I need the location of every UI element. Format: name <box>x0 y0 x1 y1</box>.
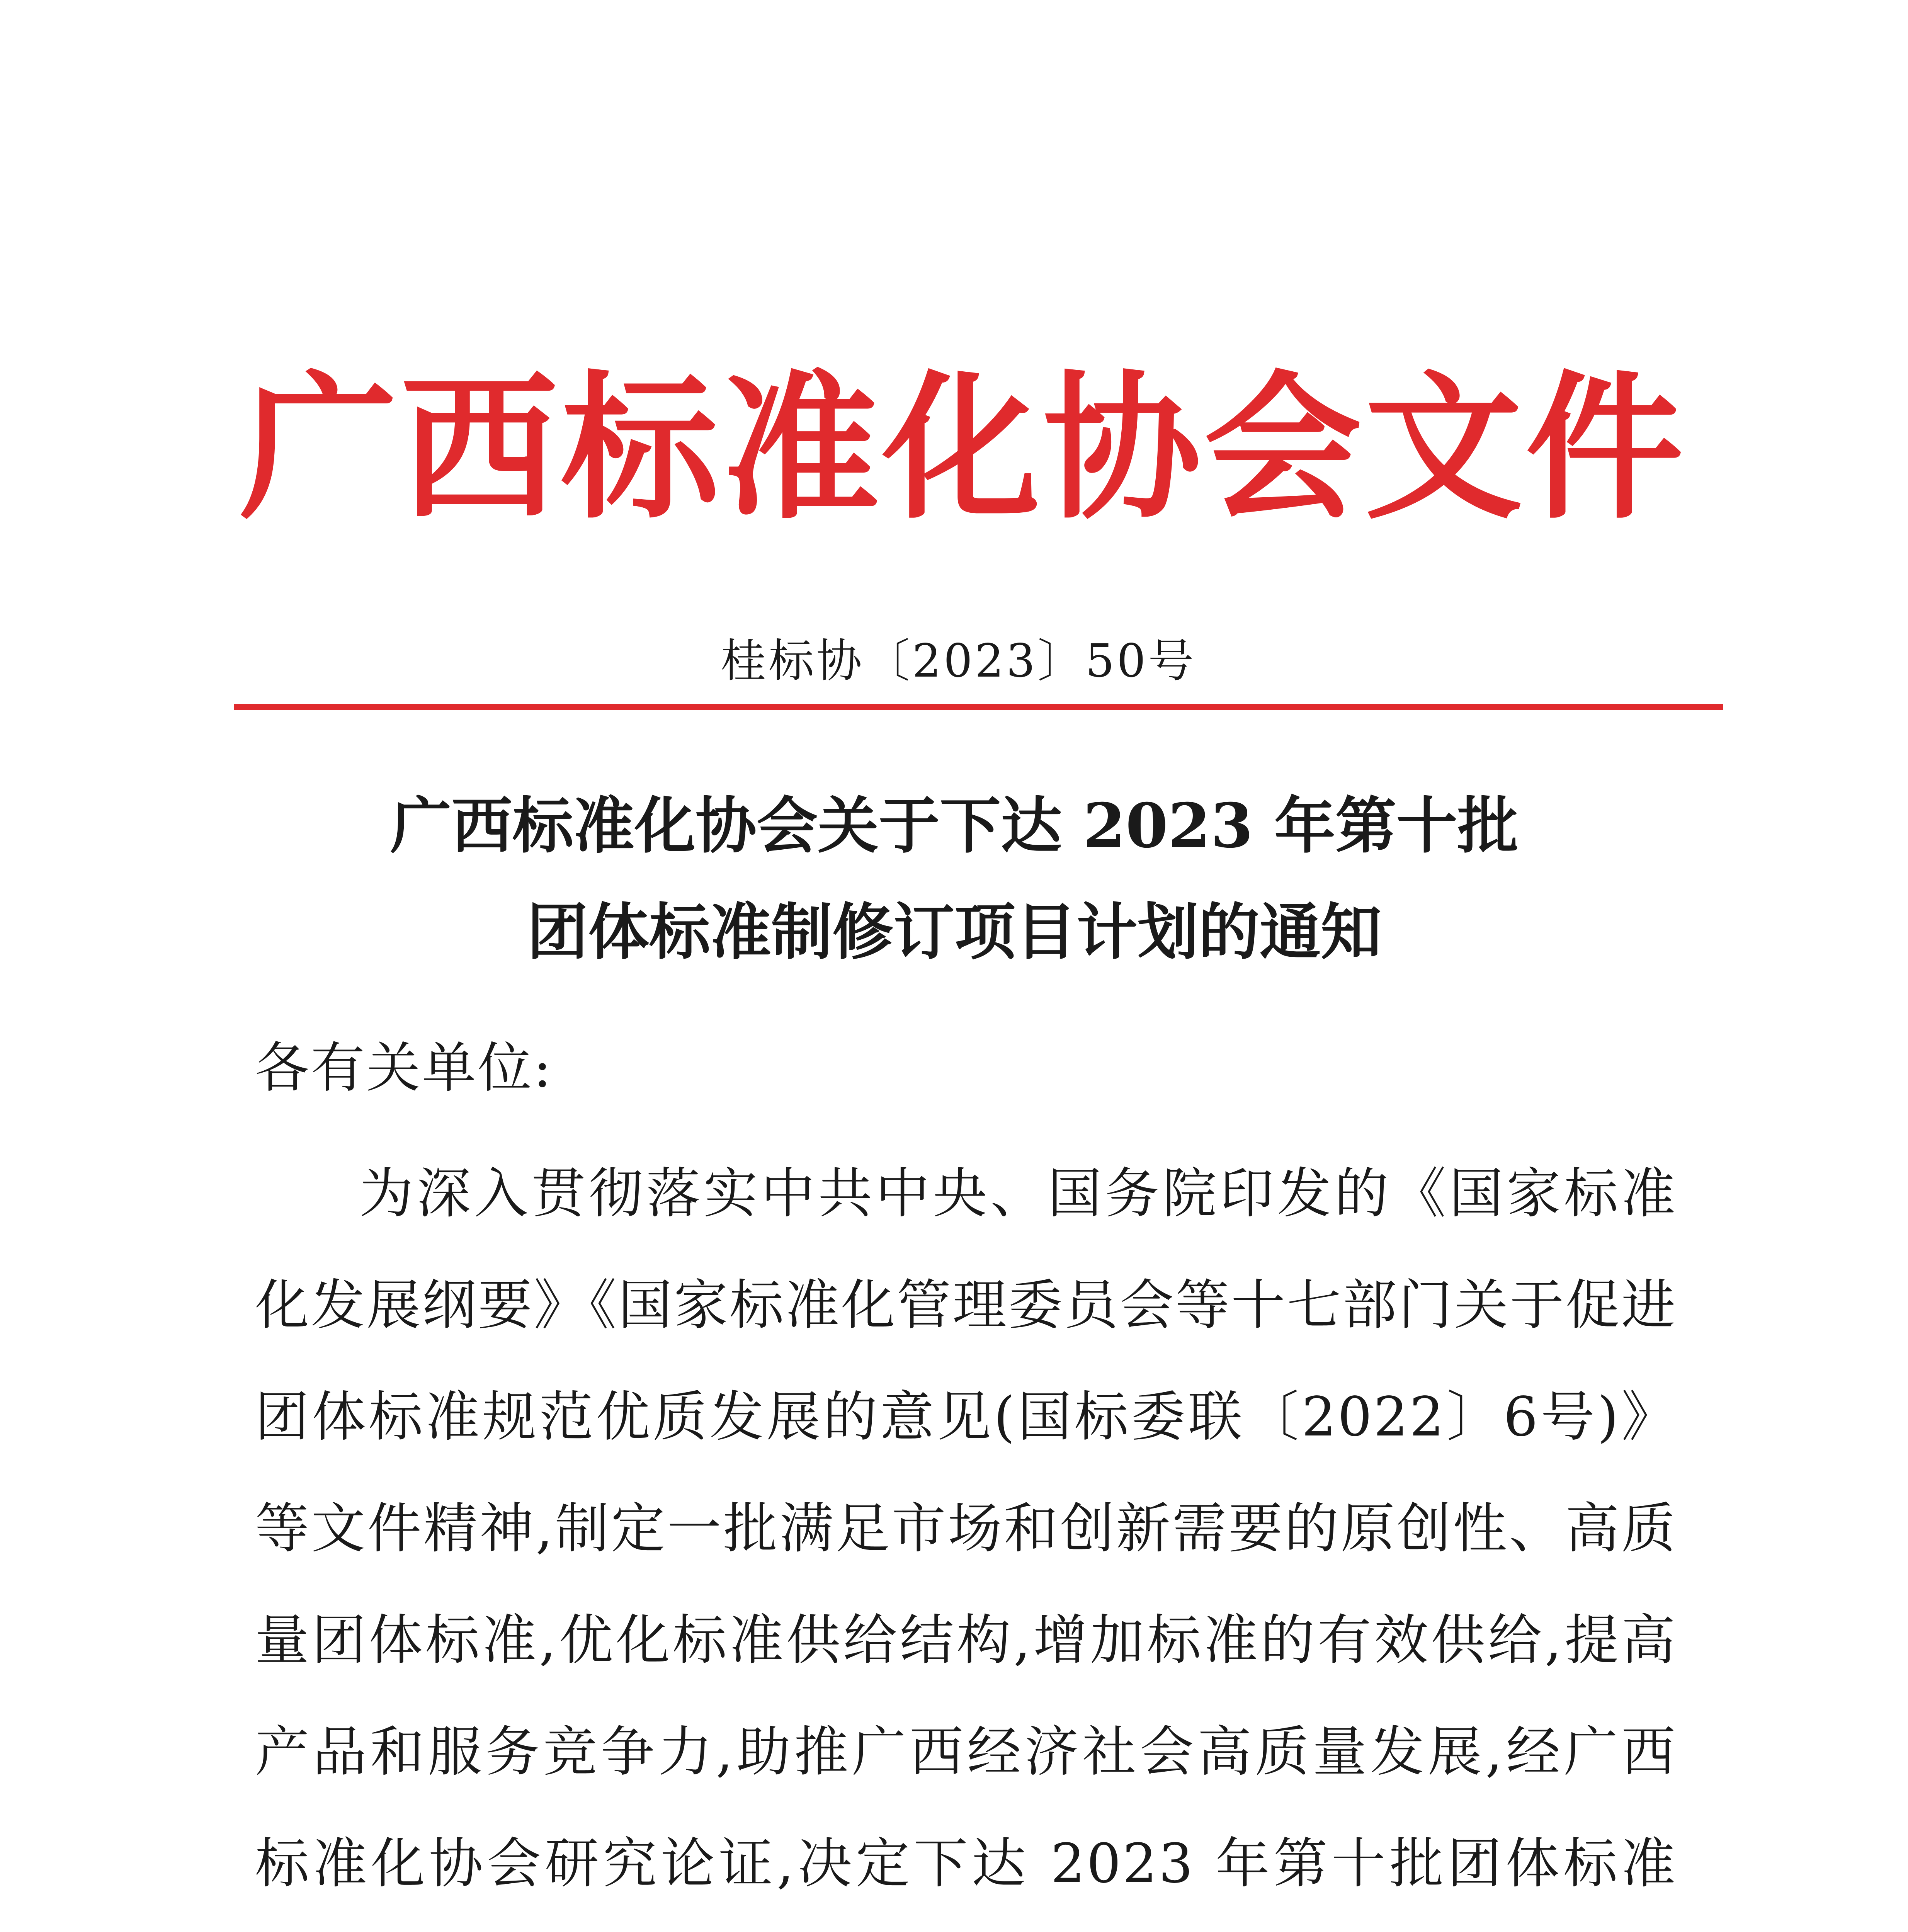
salutation: 各有关单位: <box>255 1037 553 1100</box>
notice-title-line-2: 团体标准制修订项目计划的通知 <box>527 896 1382 968</box>
body-paragraph: 为深入贯彻落实中共中央、国务院印发的《国家标准化发展纲要》《国家标准化管理委员会等十七部门关于促进团体标准规范优质发展的意见(国标委联〔2022〕6号)》等文件精神,制定一批满足市场和创新需要的原创性、高质量团体标准,优化标准供给结构,增加标准的有效供给,提高产品和服务竞争力,助推广西经济社会高质量发展,经广西标准化协会研究论证,决定下达 2023 年第十批团体标准 <box>255 1162 1677 1895</box>
red-separator-line <box>234 704 1723 710</box>
masthead-title: 广西标准化协会文件 <box>240 355 1686 541</box>
notice-title <box>270 773 1638 985</box>
document-number: 桂标协〔2023〕50号 <box>720 634 1196 687</box>
notice-title-line-1: 广西标准化协会关于下达 2023 年第十批 <box>390 790 1519 862</box>
